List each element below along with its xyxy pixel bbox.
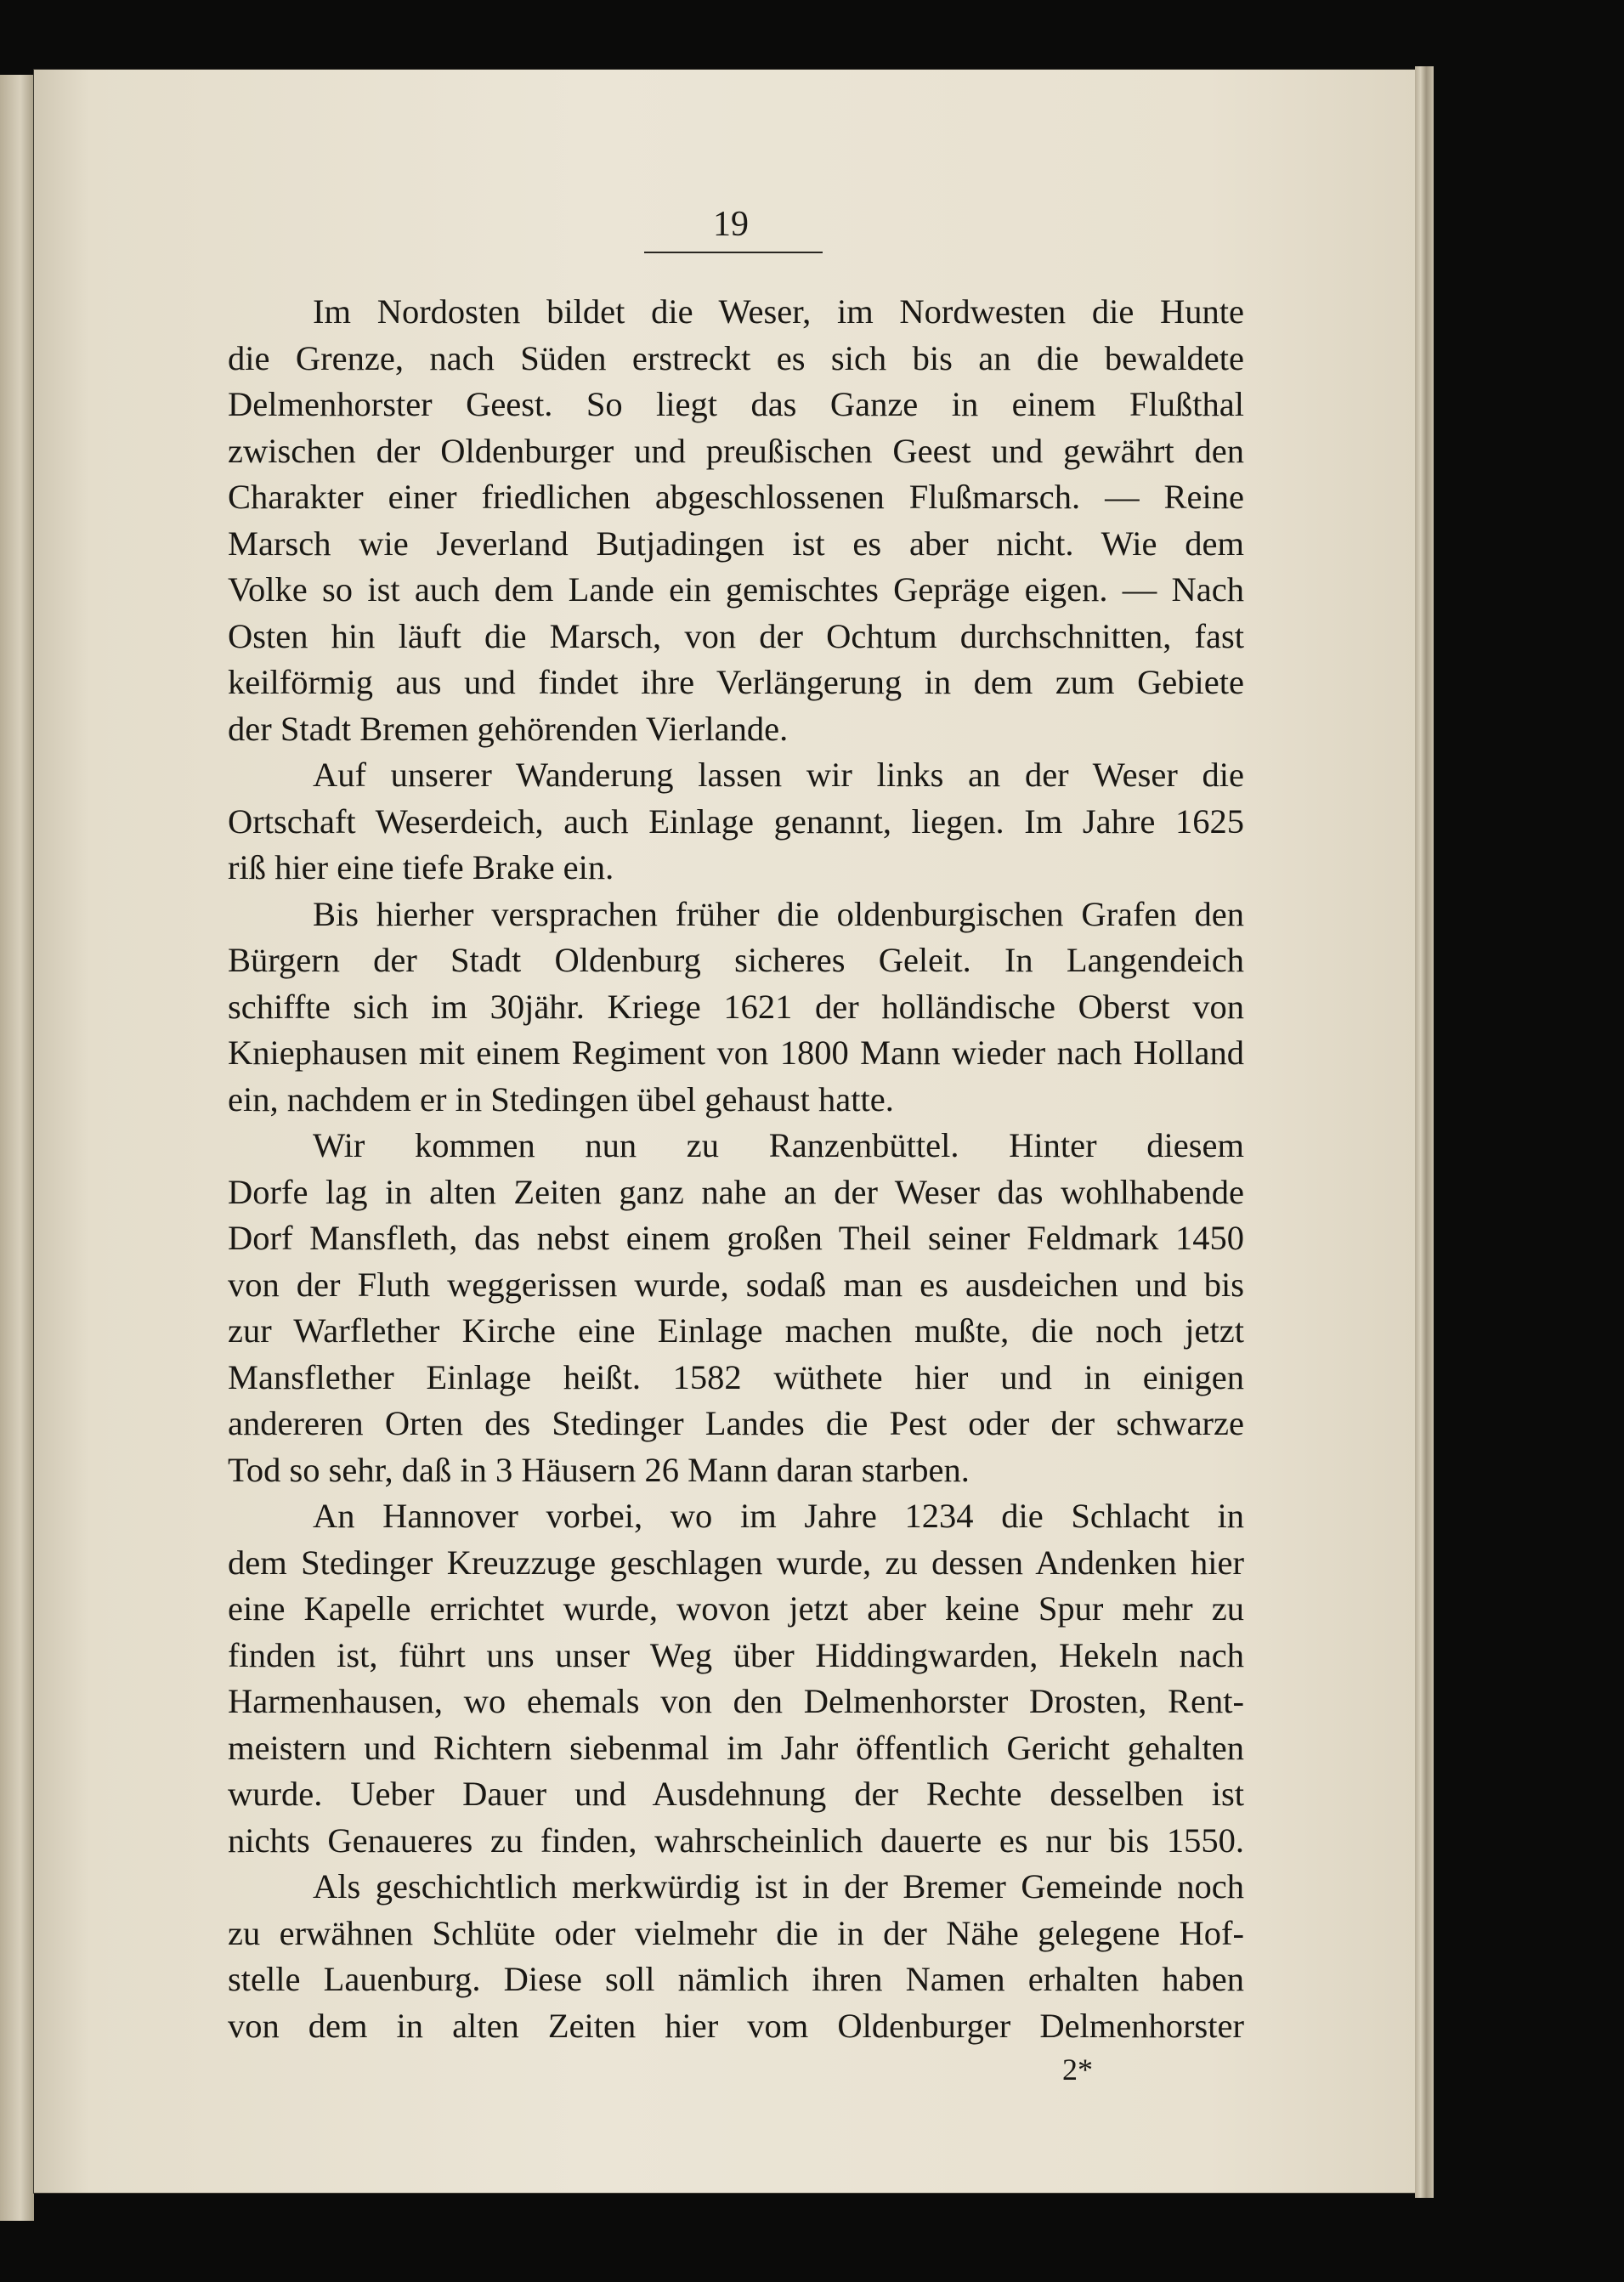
- text-line: Wir kommen nun zu Ranzenbüttel. Hinter diesem: [313, 1126, 1244, 1164]
- text-line: zwischen der Oldenburger und preußischen Geest und gewährt den: [228, 431, 1244, 470]
- text-line: Marsch wie Jeverland Butjadingen ist es aber nicht. Wie dem: [228, 524, 1244, 563]
- text-line: meistern und Richtern siebenmal im Jahr öffentlich Gericht gehalten: [228, 1728, 1244, 1767]
- text-line: von dem in alten Zeiten hier vom Oldenburger Delmenhorster: [228, 2006, 1244, 2045]
- text-line: wurde. Ueber Dauer und Ausdehnung der Rechte desselben ist: [228, 1775, 1244, 1813]
- text-line: Mansflether Einlage heißt. 1582 wüthete hier und in einigen: [228, 1357, 1244, 1396]
- text-line: schiffte sich im 30jähr. Kriege 1621 der holländische Oberst von: [228, 987, 1244, 1026]
- text-line: Auf unserer Wanderung lassen wir links an der Weser die: [313, 756, 1244, 794]
- text-line: Als geschichtlich merkwürdig ist in der Bremer Gemeinde noch: [313, 1867, 1244, 1905]
- text-line: von der Fluth weggerissen wurde, sodaß man es ausdeichen und bis: [228, 1265, 1244, 1304]
- text-line: Charakter einer friedlichen abgeschlossenen Flußmarsch. — Reine: [228, 478, 1244, 516]
- signature-mark: 2*: [1062, 2053, 1093, 2087]
- text-line: Dorfe lag in alten Zeiten ganz nahe an der Weser das wohlhabende: [228, 1172, 1244, 1211]
- text-line: Volke so ist auch dem Lande ein gemischtes Gepräge eigen. — Nach: [228, 570, 1244, 609]
- text-line: Harmenhausen, wo ehemals von den Delmenhorster Drosten, Rent-: [228, 1682, 1244, 1720]
- text-line: Im Nordosten bildet die Weser, im Nordwesten die Hunte: [313, 292, 1244, 331]
- text-line: Bürgern der Stadt Oldenburg sicheres Geleit. In Langendeich: [228, 941, 1244, 979]
- text-line: Dorf Mansfleth, das nebst einem großen Theil seiner Feldmark 1450: [228, 1219, 1244, 1257]
- text-line: zur Warflether Kirche eine Einlage machen mußte, die noch jetzt: [228, 1311, 1244, 1350]
- header-rule: [644, 252, 823, 253]
- text-line: eine Kapelle errichtet wurde, wovon jetzt aber keine Spur mehr zu: [228, 1589, 1244, 1628]
- text-line: Delmenhorster Geest. So liegt das Ganze in einem Flußthal: [228, 385, 1244, 423]
- text-line: ein, nachdem er in Stedingen übel gehaust hatte.: [228, 1079, 894, 1118]
- text-line: Bis hierher versprachen früher die oldenburgischen Grafen den: [313, 894, 1244, 933]
- page-number: 19: [713, 205, 749, 244]
- text-line: der Stadt Bremen gehörenden Vierlande.: [228, 709, 789, 748]
- page-stack-edge: [1415, 66, 1434, 2198]
- body-text: [228, 289, 1244, 2049]
- text-line: dem Stedinger Kreuzzuge geschlagen wurde, zu dessen Andenken hier: [228, 1543, 1244, 1582]
- text-line: stelle Lauenburg. Diese soll nämlich ihren Namen erhalten haben: [228, 1960, 1244, 1998]
- text-line: keilförmig aus und findet ihre Verlängerung in dem zum Gebiete: [228, 663, 1244, 701]
- text-line: An Hannover vorbei, wo im Jahre 1234 die Schlacht in: [313, 1497, 1244, 1535]
- text-line: Tod so sehr, daß in 3 Häusern 26 Mann daran starben.: [228, 1450, 970, 1489]
- text-line: nichts Genaueres zu finden, wahrscheinlich dauerte es nur bis 1550.: [228, 1821, 1244, 1860]
- text-line: Kniephausen mit einem Regiment von 1800 Mann wieder nach Holland: [228, 1033, 1244, 1072]
- text-line: die Grenze, nach Süden erstreckt es sich bis an die bewaldete: [228, 338, 1244, 377]
- text-line: zu erwähnen Schlüte oder vielmehr die in der Nähe gelegene Hof-: [228, 1913, 1244, 1952]
- text-line: andereren Orten des Stedinger Landes die Pest oder der schwarze: [228, 1404, 1244, 1442]
- text-line: finden ist, führt uns unser Weg über Hiddingwarden, Hekeln nach: [228, 1635, 1244, 1674]
- text-line: Ortschaft Weserdeich, auch Einlage genannt, liegen. Im Jahre 1625: [228, 801, 1244, 841]
- facing-page-edge: [0, 75, 34, 2221]
- text-line: riß hier eine tiefe Brake ein.: [228, 848, 614, 886]
- text-line: Osten hin läuft die Marsch, von der Ochtum durchschnitten, fast: [228, 616, 1244, 655]
